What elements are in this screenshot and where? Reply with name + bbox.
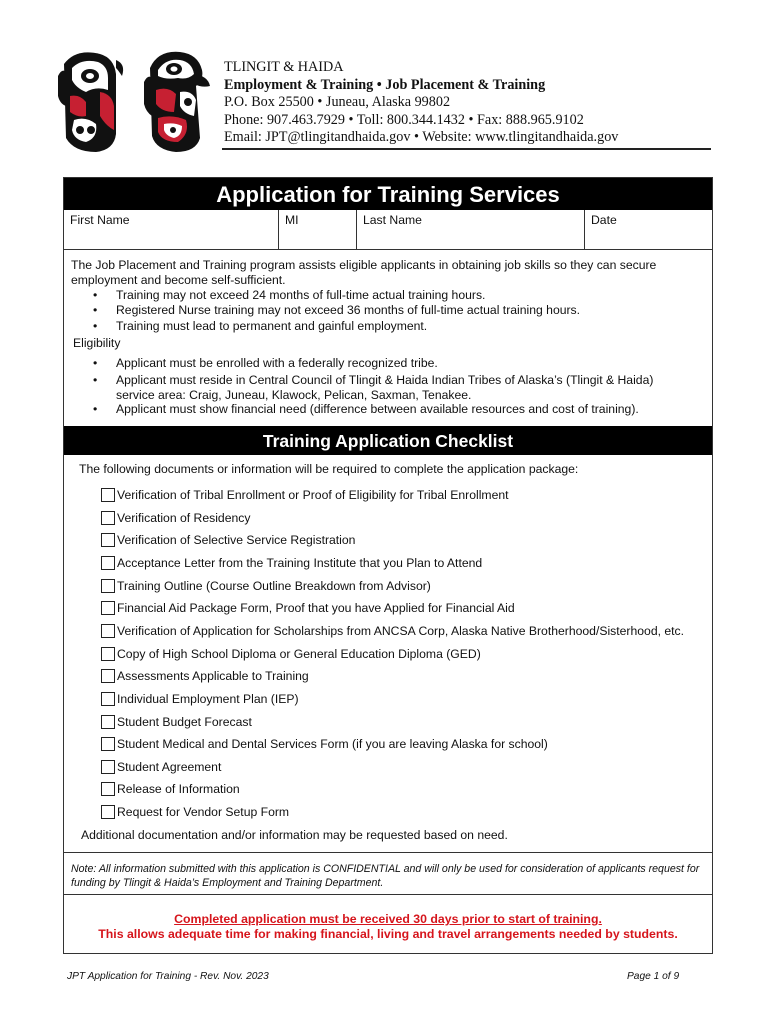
checklist-item[interactable]: Verification of Residency [101,511,250,526]
checkbox[interactable] [101,488,115,502]
checkbox[interactable] [101,737,115,751]
checkbox[interactable] [101,579,115,593]
department-name: Employment & Training • Job Placement & Training [224,76,546,93]
checkbox[interactable] [101,669,115,683]
first-name-field[interactable] [64,210,278,250]
applicant-name-row [64,210,712,250]
form-title: Application for Training Services [64,178,712,210]
eligibility-heading: Eligibility [73,336,121,350]
eligibility-bullet: • Applicant must reside in Central Council of Tlingit & Haida Indian Tribes of Alaska’s (Tlingit & Haida) [93,373,654,387]
program-bullet: • Registered Nurse training may not exceed 36 months of full-time actual training hours. [93,303,581,317]
last-name-field[interactable] [356,210,584,250]
checklist-item[interactable]: Individual Employment Plan (IEP) [101,692,299,707]
footer-page-number: Page 1 of 9 [627,971,680,982]
email-website-line: Email: JPT@tlingitandhaida.gov • Website: www.tlingitandhaida.gov [224,129,619,146]
checklist-item[interactable]: Verification of Tribal Enrollment or Proof of Eligibility for Tribal Enrollment [101,488,509,503]
checkbox[interactable] [101,782,115,796]
eligibility-bullet-continued: service area: Craig, Juneau, Klawock, Pelican, Saxman, Tenakee. [116,388,472,402]
mailing-address: P.O. Box 25500 • Juneau, Alaska 99802 [224,94,451,111]
checkbox[interactable] [101,692,115,706]
checklist-item[interactable]: Training Outline (Course Outline Breakdown from Advisor) [101,579,431,594]
deadline-warning: Completed application must be received 30 days prior to start of training. [174,912,602,926]
checkbox[interactable] [101,647,115,661]
checkbox[interactable] [101,533,115,547]
program-bullet: • Training may not exceed 24 months of full-time actual training hours. [93,288,486,302]
phone-line: Phone: 907.463.7929 • Toll: 800.344.1432 • Fax: 888.965.9102 [224,111,584,128]
checkbox[interactable] [101,805,115,819]
eligibility-bullet: • Applicant must show financial need (difference between available resources and cost of training). [93,402,639,416]
checklist-item[interactable]: Verification of Application for Scholarships from ANCSA Corp, Alaska Native Brotherhood/Sisterhood, etc. [101,624,684,639]
confidentiality-note: Note: All information submitted with this application is CONFIDENTIAL and will only be used for consideration of applicants request for funding by Tlingit & Haida’s Employment and Training Department. [71,863,700,889]
checklist-item[interactable]: Student Agreement [101,760,221,775]
checklist-item[interactable]: Release of Information [101,782,240,797]
checkbox[interactable] [101,624,115,638]
checkbox[interactable] [101,760,115,774]
eligibility-bullet: • Applicant must be enrolled with a federally recognized tribe. [93,356,438,370]
checklist-intro: The following documents or information will be required to complete the application package: [79,462,579,476]
note-divider [64,852,712,853]
checklist-item[interactable]: Copy of High School Diploma or General Education Diploma (GED) [101,647,481,662]
checkbox[interactable] [101,556,115,570]
last-name-label: Last Name [363,213,422,227]
warning-divider [64,894,712,895]
additional-docs-note: Additional documentation and/or information may be requested based on need. [81,828,508,842]
mi-label: MI [285,213,299,227]
application-form [63,177,713,954]
checklist-title: Training Application Checklist [64,426,712,455]
checkbox[interactable] [101,715,115,729]
program-bullet: • Training must lead to permanent and gainful employment. [93,319,428,333]
checklist-item[interactable]: Request for Vendor Setup Form [101,805,289,820]
date-label: Date [591,213,617,227]
header-divider [222,148,711,150]
footer-revision: JPT Application for Training - Rev. Nov. 2023 [67,971,269,982]
org-name: TLINGIT & HAIDA [224,59,344,75]
checklist-item[interactable]: Financial Aid Package Form, Proof that you have Applied for Financial Aid [101,601,515,616]
organization-header [224,59,618,147]
checklist-item[interactable]: Student Medical and Dental Services Form (if you are leaving Alaska for school) [101,737,548,752]
middle-initial-field[interactable] [278,210,356,250]
checkbox[interactable] [101,601,115,615]
first-name-label: First Name [70,213,130,227]
checkbox[interactable] [101,511,115,525]
checklist-item[interactable]: Verification of Selective Service Registration [101,533,355,548]
checklist-item[interactable]: Acceptance Letter from the Training Institute that you Plan to Attend [101,556,482,571]
deadline-explanation: This allows adequate time for making financial, living and travel arrangements needed by students. [98,927,678,941]
checklist-item[interactable]: Assessments Applicable to Training [101,669,309,684]
date-field[interactable] [584,210,712,250]
tlingit-haida-raven-eagle-logo [56,46,216,158]
program-intro: The Job Placement and Training program assists eligible applicants in obtaining job skills so they can secure employment and become self-sufficient. [71,258,657,288]
checklist-item[interactable]: Student Budget Forecast [101,715,252,730]
